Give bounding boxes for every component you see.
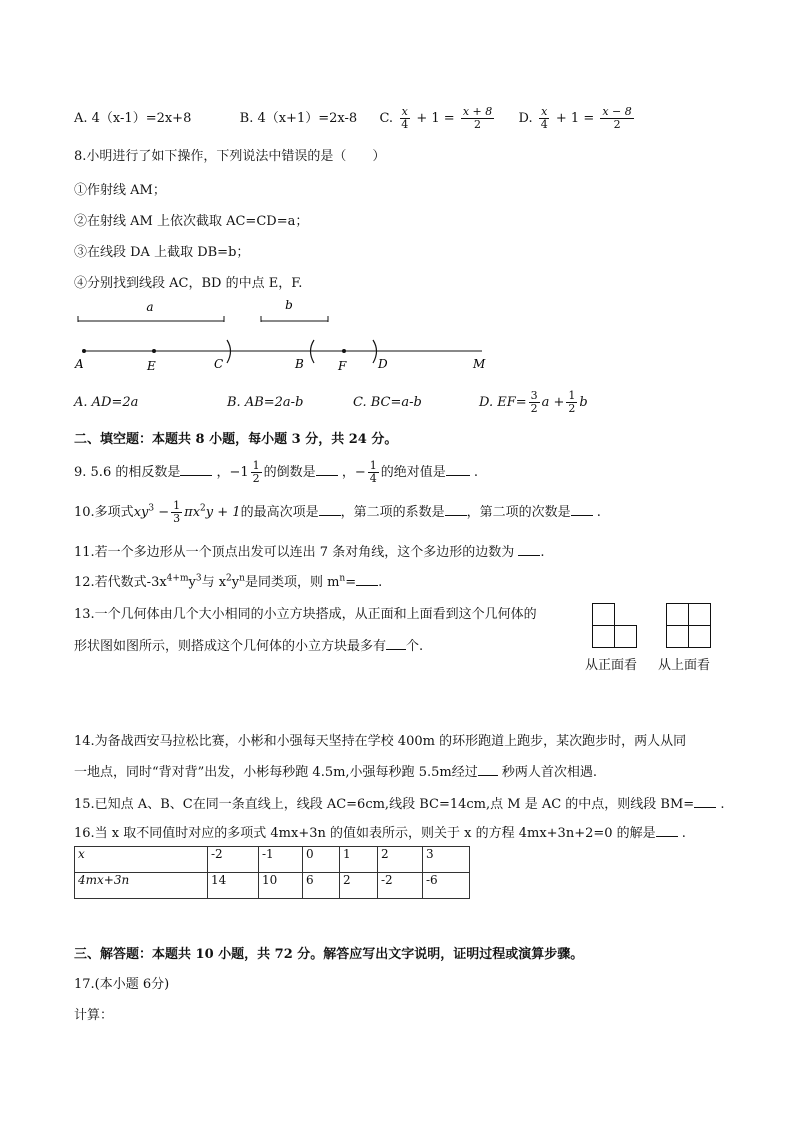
q11-text: 11.若一个多边形从一个顶点出发可以连出 7 条对角线，这个多边形的边数为 .: [74, 541, 545, 560]
q16-text: 16.当 x 取不同值时对应的多项式 4mx+3n 的值如表所示，则关于 x 的方程 4mx+3n+2=0 的解是 .: [74, 822, 686, 841]
q14-line-2: 一地点，同时“背对背”出发，小彬每秒跑 4.5m,小强每秒跑 5.5m经过 秒两人首次相遇.: [74, 761, 597, 780]
q13-front-view-label: 从正面看: [585, 658, 638, 673]
q13-top-view: [666, 603, 714, 651]
q15-text: 15.已知点 A、B、C在同一条直线上，线段 AC=6cm,线段 BC=14cm,点 M 是 AC 的中点，则线段 BM= .: [74, 793, 724, 812]
q12-blank: [356, 572, 378, 586]
q8-step-1: ①作射线 AM；: [74, 183, 166, 198]
q12-text: 12.若代数式$-3x^{4+m}y^3$与 $x^2y^n$是同类项，则 $m^n=$ .: [74, 573, 383, 590]
q17-calc-label: 计算：: [74, 1008, 114, 1023]
table-cell: -1: [259, 847, 303, 873]
table-cell: 0: [303, 847, 340, 873]
q7-option-a: A. 4（x-1）=2x+8: [74, 111, 192, 126]
q13-line-1: 13.一个几何体由几个大小相同的小立方块搭成，从正面和上面看到这个几何体的: [74, 607, 537, 622]
q9-blank-2: [316, 462, 338, 476]
q13-top-view-label: 从上面看: [658, 658, 711, 673]
table-cell: -6: [423, 873, 470, 899]
point-b-label: B: [295, 357, 304, 371]
q9-blank-3: [446, 462, 470, 476]
point-d-label: D: [378, 357, 388, 371]
table-row: [75, 847, 470, 873]
table-cell: -2: [208, 847, 259, 873]
q8-option-d: D. EF= $\frac{3}{2}$ a + $\frac{1}{2}$ b: [479, 389, 588, 415]
q10-blank-1: [319, 502, 341, 516]
point-f-label: F: [338, 359, 347, 373]
q10-blank-3: [571, 502, 593, 516]
segment-b-label: b: [285, 298, 293, 312]
q7-option-c: C. $\frac{x}{4}$ + 1 = $\frac{x + 8}{2}$: [379, 105, 493, 131]
table-cell: 2: [378, 847, 423, 873]
q7-option-b: B. 4（x+1）=2x-8: [239, 111, 358, 126]
q17-title: 17.(本小题 6分): [74, 977, 170, 992]
table-cell: -2: [378, 873, 423, 899]
q8-stem: 8.小明进行了如下操作，下列说法中错误的是（ ）: [74, 149, 386, 164]
q16-value-table: [74, 846, 470, 899]
q8-option-a: A. AD=2a: [74, 395, 139, 410]
q8-step-2: ②在射线 AM 上依次截取 AC=CD=a；: [74, 214, 309, 229]
table-cell: 3: [423, 847, 470, 873]
q8-options: [74, 390, 588, 415]
q8-step-4: ④分别找到线段 AC，BD 的中点 E，F.: [74, 276, 303, 291]
point-e-label: E: [147, 359, 156, 373]
q16-blank: [656, 823, 678, 837]
q8-step-3: ③在线段 DA 上截取 DB=b；: [74, 245, 250, 260]
section-3-title: 三、解答题：本题共 10 小题，共 72 分。解答应写出文字说明，证明过程或演算步骤。: [74, 947, 584, 962]
point-m-label: M: [473, 357, 486, 371]
q7-option-d: D. $\frac{x}{4}$ + 1 = $\frac{x - 8}{2}$: [518, 105, 632, 131]
table-row: [75, 873, 470, 899]
point-c-label: C: [214, 357, 224, 371]
q9-blank-1: [180, 462, 212, 476]
q10-text: 10.多项式$xy^3$ − $\frac{1}{3}$ $\pi x^2y + 1$的最高次项是 ，第二项的系数是 ，第二项的次数是 .: [74, 499, 601, 525]
segment-a-label: a: [146, 300, 154, 314]
point-a-label: A: [75, 357, 84, 371]
section-2-title: 二、填空题：本题共 8 小题，每小题 3 分，共 24 分。: [74, 432, 398, 447]
table-cell: 1: [340, 847, 378, 873]
q7-options: [74, 106, 636, 131]
table-cell: 14: [208, 873, 259, 899]
q8-option-c: C. BC=a-b: [353, 395, 422, 410]
table-cell: x: [75, 847, 208, 873]
table-cell: 10: [259, 873, 303, 899]
q11-blank: [518, 542, 540, 556]
table-cell: 2: [340, 873, 378, 899]
q15-blank: [694, 794, 716, 808]
table-cell: 6: [303, 873, 340, 899]
q10-blank-2: [445, 502, 467, 516]
table-cell: 4mx+3n: [75, 873, 208, 899]
q8-ray-figure: [70, 292, 500, 382]
q13-blank: [386, 636, 406, 650]
q8-option-b: B. AB=2a-b: [227, 395, 304, 410]
q14-blank: [478, 762, 498, 776]
q9-text: 9. 5.6 的相反数是 ，−1 $\frac{1}{2}$ 的倒数是 ，− $\frac{1}{4}$ 的绝对值是 .: [74, 459, 479, 485]
q14-line-1: 14.为备战西安马拉松比赛，小彬和小强每天坚持在学校 400m 的环形跑道上跑步，某次跑步时，两人从同: [74, 734, 687, 749]
q13-line-2: 形状图如图所示，则搭成这个几何体的小立方块最多有 个.: [74, 635, 423, 654]
q13-front-view: [592, 603, 640, 651]
